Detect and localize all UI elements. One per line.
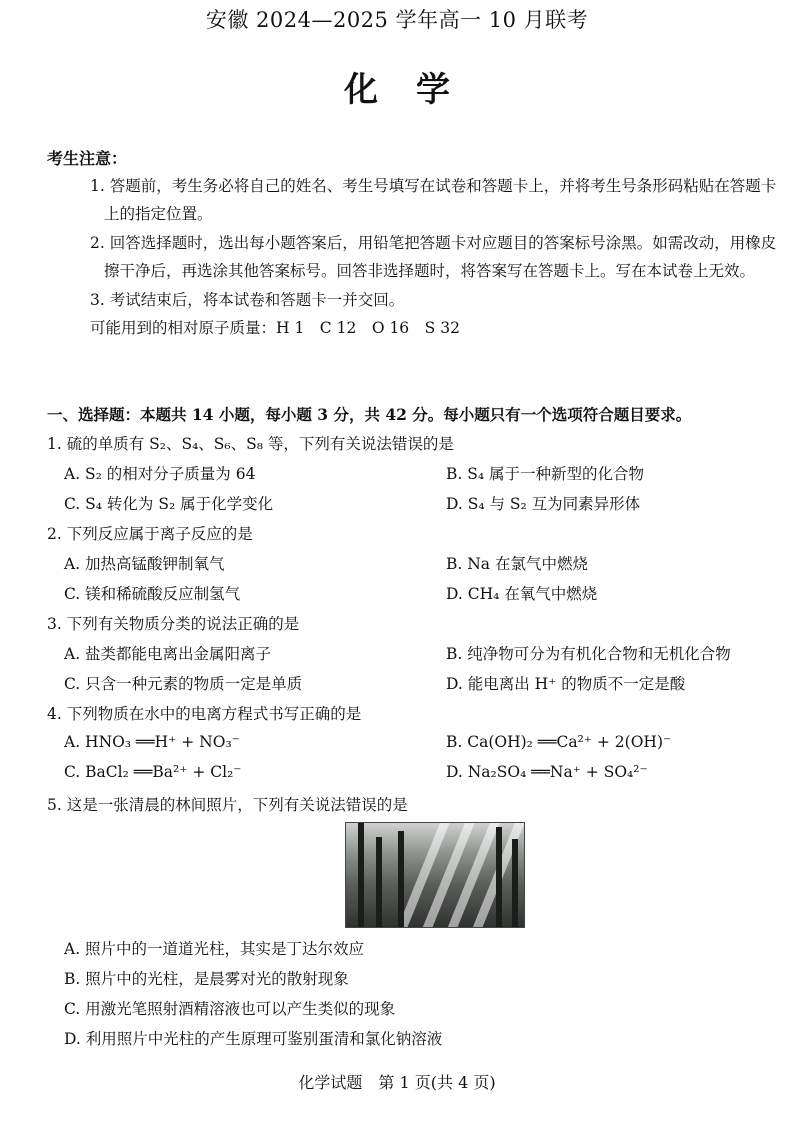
atomic-mass-note: 可能用到的相对原子质量：H 1 C 12 O 16 S 32 xyxy=(90,319,460,338)
question-1-stem: 1. 硫的单质有 S₂、S₄、S₆、S₈ 等，下列有关说法错误的是 xyxy=(47,435,454,453)
section-title: 一、选择题：本题共 14 小题，每小题 3 分，共 42 分。每小题只有一个选项符合题目要求。 xyxy=(47,405,692,424)
notice-title: 考生注意： xyxy=(47,149,128,168)
subject-title: 化学 xyxy=(344,70,488,110)
question-3-stem: 3. 下列有关物质分类的说法正确的是 xyxy=(47,615,300,633)
question-3-option-a: A. 盐类都能电离出金属阳离子 xyxy=(64,645,272,663)
question-5-stem: 5. 这是一张清晨的林间照片，下列有关说法错误的是 xyxy=(47,796,408,814)
question-4-stem: 4. 下列物质在水中的电离方程式书写正确的是 xyxy=(47,705,362,723)
question-2-option-d: D. CH₄ 在氧气中燃烧 xyxy=(446,585,598,603)
question-2-option-a: A. 加热高锰酸钾制氧气 xyxy=(64,555,225,573)
question-1-option-b: B. S₄ 属于一种新型的化合物 xyxy=(446,465,645,483)
question-5-option-c: C. 用激光笔照射酒精溶液也可以产生类似的现象 xyxy=(64,1000,396,1018)
question-5-option-a: A. 照片中的一道道光柱，其实是丁达尔效应 xyxy=(64,940,365,958)
question-1-option-a: A. S₂ 的相对分子质量为 64 xyxy=(64,465,256,483)
question-4-option-a: A. HNO₃ ══H⁺ + NO₃⁻ xyxy=(64,733,240,751)
question-4-option-b: B. Ca(OH)₂ ══Ca²⁺ + 2(OH)⁻ xyxy=(446,733,672,751)
question-3-option-d: D. 能电离出 H⁺ 的物质不一定是酸 xyxy=(446,675,686,693)
notice-item: 2. 回答选择题时，选出每小题答案后，用铅笔把答题卡对应题目的答案标号涂黑。如需改动，用橡皮擦干净后，再选涂其他答案标号。回答非选择题时，将答案写在答题卡上。写在本试卷上无效。 xyxy=(90,233,777,281)
question-5-option-b: B. 照片中的光柱，是晨雾对光的散射现象 xyxy=(64,970,349,988)
question-4-option-c: C. BaCl₂ ══Ba²⁺ + Cl₂⁻ xyxy=(64,763,242,781)
notice-item: 3. 考试结束后，将本试卷和答题卡一并交回。 xyxy=(90,290,405,309)
question-2-stem: 2. 下列反应属于离子反应的是 xyxy=(47,525,253,543)
question-2-option-c: C. 镁和稀硫酸反应制氢气 xyxy=(64,585,241,603)
notice-item: 1. 答题前，考生务必将自己的姓名、考生号填写在试卷和答题卡上，并将考生号条形码粘贴在答题卡上的指定位置。 xyxy=(90,177,777,224)
notice-list xyxy=(90,172,790,342)
page-footer: 化学试题 第 1 页(共 4 页) xyxy=(298,1073,496,1092)
question-4-option-d: D. Na₂SO₄ ══Na⁺ + SO₄²⁻ xyxy=(446,763,648,781)
question-3-option-b: B. 纯净物可分为有机化合物和无机化合物 xyxy=(446,645,731,663)
question-3-option-c: C. 只含一种元素的物质一定是单质 xyxy=(64,675,303,693)
question-2-option-b: B. Na 在氯气中燃烧 xyxy=(446,555,588,573)
exam-title: 安徽 2024—2025 学年高一 10 月联考 xyxy=(205,8,589,32)
question-1-option-c: C. S₄ 转化为 S₂ 属于化学变化 xyxy=(64,495,274,513)
forest-light-photo xyxy=(345,822,525,928)
question-5-option-d: D. 利用照片中光柱的产生原理可鉴别蛋清和氯化钠溶液 xyxy=(64,1030,443,1048)
question-1-option-d: D. S₄ 与 S₂ 互为同素异形体 xyxy=(446,495,641,513)
